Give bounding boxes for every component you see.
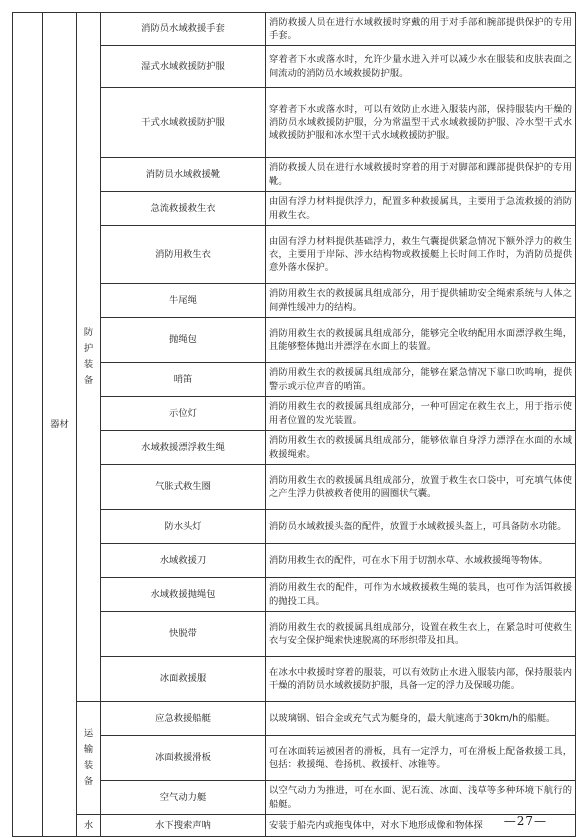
equipment-description: 可在冰面转运被困者的滑板，具有一定浮力，可在滑板上配备救援工具，包括：救援绳、卷扬机、救援杆、冰锥等。 bbox=[266, 736, 576, 781]
equipment-description: 消防用救生衣的救援属具组成部分，设置在救生衣上，在紧急时可使救生衣与安全保护绳索快速脱离的环形织带及扣具。 bbox=[266, 612, 576, 657]
equipment-description: 消防救援人员在进行水域救援时穿着的用于对脚部和踝部提供保护的专用靴。 bbox=[266, 158, 576, 192]
equipment-name: 抛绳包 bbox=[101, 318, 266, 363]
equipment-name: 应急救援船艇 bbox=[101, 702, 266, 736]
equipment-name: 防水头灯 bbox=[101, 510, 266, 544]
equipment-description: 以玻璃钢、铝合金或充气式为艇身的，最大航速高于30km/h的船艇。 bbox=[266, 702, 576, 736]
equipment-name: 示位灯 bbox=[101, 397, 266, 431]
table-row bbox=[13, 13, 576, 46]
equipment-name: 急流救援救生衣 bbox=[101, 192, 266, 226]
equipment-name: 空气动力艇 bbox=[101, 781, 266, 815]
equipment-description: 消防用救生衣的救援属具组成部分，能够在紧急情况下靠口吹鸣响，提供警示或示位声音的哨笛。 bbox=[266, 363, 576, 397]
equipment-name: 消防员水域救援靴 bbox=[101, 158, 266, 192]
equipment-name: 牛尾绳 bbox=[101, 284, 266, 318]
blank-column-cell bbox=[13, 13, 43, 837]
subcategory-label: 水 bbox=[83, 819, 94, 831]
subcategory-cell bbox=[77, 815, 101, 837]
subcategory-label: 防护装备 bbox=[83, 327, 94, 386]
equipment-name: 湿式水域救援防护服 bbox=[101, 46, 266, 88]
equipment-description: 消防用救生衣的救援属具组成部分，能够完全收纳配用水面漂浮救生绳，且能够整体抛出并漂浮在水面上的装置。 bbox=[266, 318, 576, 363]
equipment-name: 消防用救生衣 bbox=[101, 226, 266, 284]
equipment-description: 消防用救生衣的配件，可作为水域救援救生绳的装具，也可作为活饵救援的抛投工具。 bbox=[266, 578, 576, 612]
equipment-description: 穿着者下水或落水时，可以有效防止水进入服装内部，保持服装内干燥的消防员水域救援防护服，分为常温型干式水域救援防护服、冷水型干式水域救援防护服和冰水型干式水域救援防护服。 bbox=[266, 88, 576, 158]
equipment-name: 哨笛 bbox=[101, 363, 266, 397]
equipment-description: 消防用救生衣的配件，可在水下用于切割水草、水域救援绳等物体。 bbox=[266, 544, 576, 578]
subcategory-cell bbox=[77, 13, 101, 702]
equipment-name: 冰面救援服 bbox=[101, 657, 266, 702]
subcategory-label: 运输装备 bbox=[83, 728, 94, 787]
category-label: 器材 bbox=[50, 418, 69, 430]
category-cell bbox=[43, 13, 77, 837]
equipment-description: 消防用救生衣的救援属具组成部分，一种可固定在救生衣上，用于指示使用者位置的发光装置。 bbox=[266, 397, 576, 431]
equipment-table-body bbox=[13, 13, 576, 837]
equipment-description: 穿着者下水或落水时，允许少量水进入并可以减少水在服装和皮肤表面之间流动的消防员水域救援防护服。 bbox=[266, 46, 576, 88]
equipment-description: 安装于船壳内或拖曳体中，对水下地形成像和物体探 bbox=[266, 815, 576, 837]
equipment-name: 快脱带 bbox=[101, 612, 266, 657]
equipment-name: 水域救援漂浮救生绳 bbox=[101, 431, 266, 465]
equipment-name: 水域救援刀 bbox=[101, 544, 266, 578]
equipment-description: 以空气动力为推进，可在水面、泥石流、冰面、浅草等多种环境下航行的船艇。 bbox=[266, 781, 576, 815]
equipment-name: 气胀式救生圈 bbox=[101, 465, 266, 510]
subcategory-cell bbox=[77, 702, 101, 815]
table-row bbox=[13, 702, 576, 736]
equipment-description: 消防用救生衣的救援属具组成部分，放置于救生衣口袋中，可充填气体使之产生浮力供被救者使用的圆圈状气囊。 bbox=[266, 465, 576, 510]
equipment-name: 消防员水域救援手套 bbox=[101, 13, 266, 46]
equipment-name: 水下搜索声呐 bbox=[101, 815, 266, 837]
equipment-description: 由固有浮力材料提供浮力，配置多种救援属具，主要用于急流救援的消防用救生衣。 bbox=[266, 192, 576, 226]
equipment-description: 消防救援人员在进行水域救援时穿戴的用于对手部和腕部提供保护的专用手套。 bbox=[266, 13, 576, 46]
equipment-description: 消防用救生衣的救援属具组成部分，能够依靠自身浮力漂浮在水面的水域救援绳索。 bbox=[266, 431, 576, 465]
page-number: —27— bbox=[503, 814, 547, 828]
equipment-name: 冰面救援滑板 bbox=[101, 736, 266, 781]
equipment-description: 消防用救生衣的救援属具组成部分，用于提供辅助安全绳索系统与人体之间弹性缓冲力的结构。 bbox=[266, 284, 576, 318]
table-row bbox=[13, 815, 576, 837]
equipment-name: 水域救援抛绳包 bbox=[101, 578, 266, 612]
equipment-description: 消防员水域救援头盔的配件，放置于水域救援头盔上，可具备防水功能。 bbox=[266, 510, 576, 544]
equipment-description: 在冰水中救援时穿着的服装，可以有效防止水进入服装内部，保持服装内干燥的消防员水域救援防护服，具备一定的浮力及保暖功能。 bbox=[266, 657, 576, 702]
equipment-description: 由固有浮力材料提供基础浮力，救生气囊提供紧急情况下额外浮力的救生衣，主要用于岸际、涉水结构物或救援艇上长时间工作时，为消防员提供意外落水保护。 bbox=[266, 226, 576, 284]
equipment-table bbox=[12, 12, 576, 837]
equipment-name: 干式水域救援防护服 bbox=[101, 88, 266, 158]
